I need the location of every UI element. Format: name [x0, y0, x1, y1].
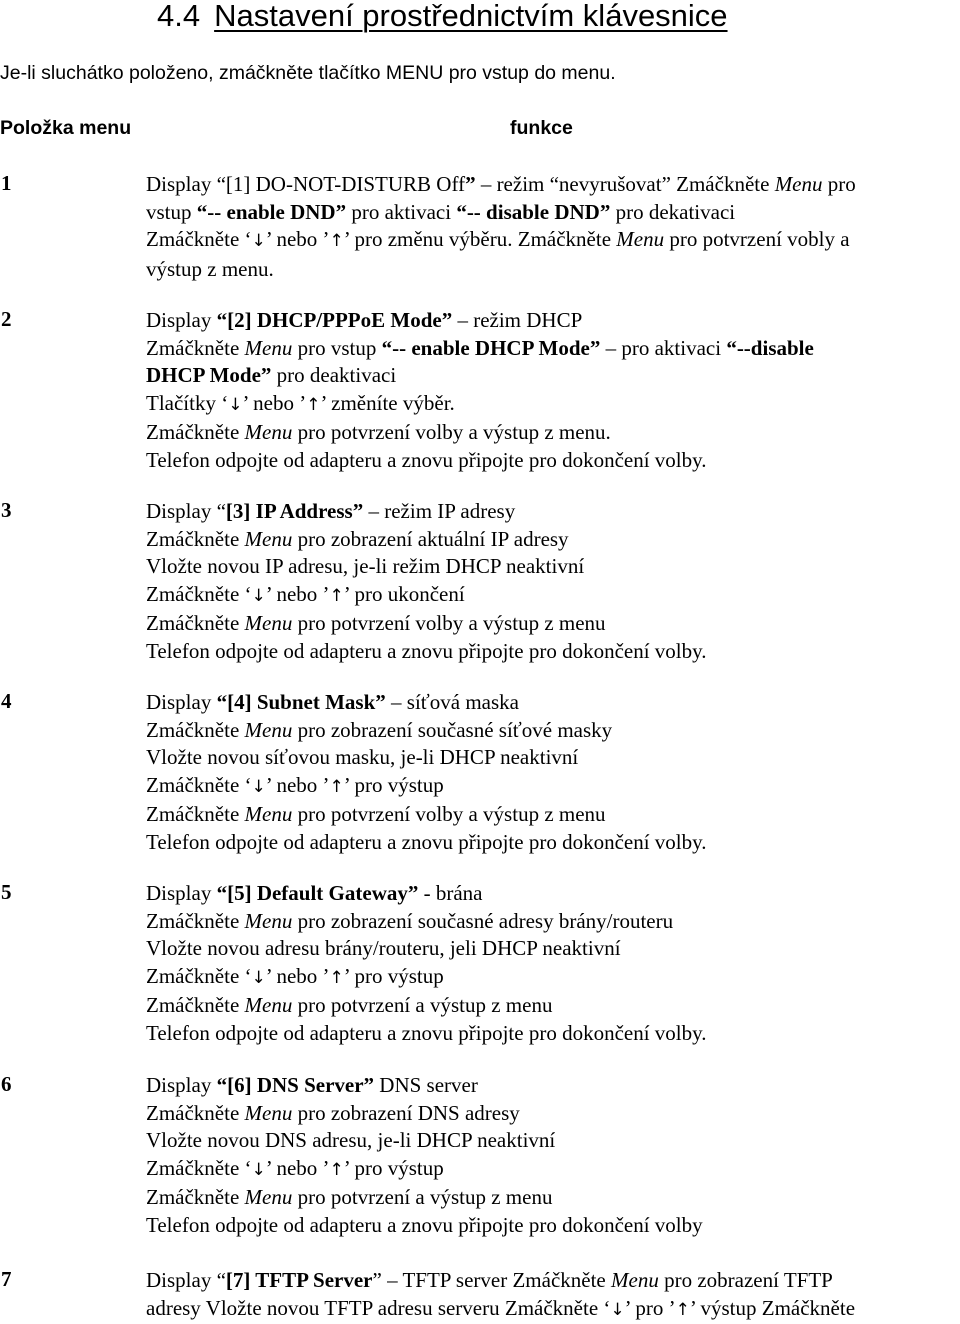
section-heading — [157, 0, 728, 34]
text-run: pro zobrazení aktuální IP adresy — [292, 527, 568, 551]
text-run: DNS server — [374, 1073, 478, 1097]
text-run: pro potvrzení volby a výstup z menu — [292, 802, 605, 826]
section-title: Nastavení prostřednictvím klávesnice — [214, 0, 727, 33]
arrow-down-icon: ↓ — [252, 231, 266, 251]
bold-text: [3] IP Address” — [226, 499, 363, 523]
bold-text: ” — [465, 172, 476, 196]
text-run: Display — [146, 308, 217, 332]
text-run: Display “ — [146, 1268, 226, 1292]
text-run: [1] DO-NOT-DISTURB Off — [226, 172, 465, 196]
text-run: pro zobrazení současné síťové masky — [292, 718, 612, 742]
description-line — [146, 772, 960, 802]
text-run: Zmáčkněte — [146, 336, 245, 360]
bold-text: “-- disable DND” — [456, 200, 610, 224]
text-run: ’ změníte výběr. — [320, 391, 454, 415]
menu-item-number: 1 — [1, 171, 12, 196]
text-run: pro zobrazení TFTP — [659, 1268, 833, 1292]
description-line — [146, 1155, 960, 1185]
text-run: ” – TFTP server Zmáčkněte — [373, 1268, 612, 1292]
key-name: Menu — [611, 1268, 659, 1292]
menu-item-number: 2 — [1, 307, 12, 332]
arrow-up-icon: ↑ — [330, 1160, 344, 1180]
description-line — [146, 1212, 960, 1240]
description-line — [146, 526, 960, 554]
menu-item-number: 7 — [1, 1267, 12, 1292]
description-line — [146, 1020, 960, 1048]
description-line — [146, 419, 960, 447]
description-line — [146, 1100, 960, 1128]
text-run: Telefon odpojte od adapteru a znovu připojte pro dokončení volby. — [146, 1021, 707, 1045]
key-name: Menu — [616, 227, 664, 251]
menu-item-description — [146, 498, 960, 665]
text-run: ’ pro výstup — [344, 1156, 444, 1180]
description-line — [146, 717, 960, 745]
description-line — [146, 908, 960, 936]
description-line — [146, 801, 960, 829]
key-name: Menu — [245, 611, 293, 635]
text-run: ’ pro ukončení — [344, 582, 465, 606]
text-run: pro potvrzení a výstup z menu — [292, 1185, 552, 1209]
text-run: Display — [146, 690, 217, 714]
text-run: – pro aktivaci — [600, 336, 726, 360]
description-line — [146, 553, 960, 581]
text-run: ’ nebo ’ — [242, 391, 306, 415]
text-run: Zmáčkněte ‘ — [146, 773, 252, 797]
text-run: Display — [146, 881, 217, 905]
arrow-up-icon: ↑ — [330, 231, 344, 251]
key-name: Menu — [245, 909, 293, 933]
text-run: pro zobrazení současné adresy brány/routeru — [292, 909, 673, 933]
description-line — [146, 171, 960, 199]
arrow-down-icon: ↓ — [228, 395, 242, 415]
description-line — [146, 1267, 960, 1295]
bold-text: “[4] Subnet Mask” — [217, 690, 386, 714]
text-run: – režim “nevyrušovat” Zmáčkněte — [476, 172, 775, 196]
description-line — [146, 744, 960, 772]
text-run: Display “ — [146, 172, 226, 196]
text-run: Zmáčkněte — [146, 909, 245, 933]
description-line — [146, 335, 960, 363]
key-name: Menu — [245, 993, 293, 1017]
description-line — [146, 498, 960, 526]
text-run: pro potvrzení vobly a — [664, 227, 849, 251]
text-run: – režim IP adresy — [363, 499, 515, 523]
arrow-up-icon: ↑ — [330, 777, 344, 797]
text-run: ’ nebo ’ — [266, 227, 330, 251]
text-run: – režim DHCP — [452, 308, 582, 332]
menu-item-description — [146, 689, 960, 856]
text-run: pro potvrzení a výstup z menu — [292, 993, 552, 1017]
text-run: Display — [146, 1073, 217, 1097]
description-line — [146, 199, 960, 227]
text-run: Zmáčkněte — [146, 1185, 245, 1209]
arrow-down-icon: ↓ — [252, 586, 266, 606]
description-line — [146, 362, 960, 390]
description-line — [146, 256, 960, 284]
text-run: Display “ — [146, 499, 226, 523]
bold-text: “-- enable DND” — [197, 200, 346, 224]
arrow-down-icon: ↓ — [252, 968, 266, 988]
text-run: pro vstup — [292, 336, 381, 360]
description-line — [146, 307, 960, 335]
text-run: ’ výstup Zmáčkněte — [690, 1296, 855, 1320]
key-name: Menu — [245, 420, 293, 444]
description-line — [146, 1295, 960, 1324]
menu-item-description — [146, 880, 960, 1047]
bold-text: DHCP Mode” — [146, 363, 271, 387]
description-line — [146, 610, 960, 638]
text-run: pro dekativaci — [610, 200, 735, 224]
menu-item-description — [146, 307, 960, 474]
text-run: - brána — [418, 881, 482, 905]
text-run: Telefon odpojte od adapteru a znovu připojte pro dokončení volby. — [146, 448, 707, 472]
text-run: Zmáčkněte ‘ — [146, 964, 252, 988]
menu-item-number: 4 — [1, 689, 12, 714]
text-run: ’ nebo ’ — [266, 582, 330, 606]
text-run: Zmáčkněte — [146, 993, 245, 1017]
text-run: pro deaktivaci — [271, 363, 396, 387]
text-run: Tlačítky ‘ — [146, 391, 228, 415]
menu-item-number: 6 — [1, 1072, 12, 1097]
menu-item-number: 3 — [1, 498, 12, 523]
text-run: ’ pro výstup — [344, 773, 444, 797]
text-run: výstup z menu. — [146, 257, 274, 281]
arrow-down-icon: ↓ — [610, 1300, 624, 1320]
text-run: Zmáčkněte ‘ — [146, 1156, 252, 1180]
text-run: pro potvrzení volby a výstup z menu. — [292, 420, 610, 444]
description-line — [146, 963, 960, 993]
arrow-up-icon: ↑ — [306, 395, 320, 415]
text-run: ’ nebo ’ — [266, 773, 330, 797]
key-name: Menu — [245, 1185, 293, 1209]
text-run: pro potvrzení volby a výstup z menu — [292, 611, 605, 635]
text-run: Zmáčkněte — [146, 527, 245, 551]
key-name: Menu — [245, 718, 293, 742]
text-run: Telefon odpojte od adapteru a znovu připojte pro dokončení volby — [146, 1213, 703, 1237]
text-run: Vložte novou DNS adresu, je-li DHCP neaktivní — [146, 1128, 555, 1152]
text-run: Zmáčkněte — [146, 420, 245, 444]
description-line — [146, 880, 960, 908]
description-line — [146, 447, 960, 475]
text-run: ’ pro výstup — [344, 964, 444, 988]
bold-text: “[6] DNS Server” — [217, 1073, 374, 1097]
text-run: Zmáčkněte ‘ — [146, 582, 252, 606]
bold-text: “--disable — [726, 336, 814, 360]
key-name: Menu — [245, 336, 293, 360]
text-run: Zmáčkněte — [146, 718, 245, 742]
text-run: Telefon odpojte od adapteru a znovu připojte pro dokončení volby. — [146, 830, 707, 854]
description-line — [146, 1184, 960, 1212]
text-run: ’ pro ’ — [625, 1296, 676, 1320]
text-run: ’ nebo ’ — [266, 1156, 330, 1180]
text-run: adresy Vložte novou TFTP adresu serveru Zmáčkněte ‘ — [146, 1296, 610, 1320]
key-name: Menu — [775, 172, 823, 196]
arrow-up-icon: ↑ — [330, 968, 344, 988]
text-run: Zmáčkněte — [146, 611, 245, 635]
text-run: Telefon odpojte od adapteru a znovu připojte pro dokončení volby. — [146, 639, 707, 663]
arrow-up-icon: ↑ — [330, 586, 344, 606]
description-line — [146, 689, 960, 717]
text-run: Vložte novou IP adresu, je-li režim DHCP neaktivní — [146, 554, 584, 578]
arrow-down-icon: ↓ — [252, 777, 266, 797]
text-run: Vložte novou adresu brány/routeru, jeli DHCP neaktivní — [146, 936, 621, 960]
menu-item-description — [146, 1072, 960, 1239]
description-line — [146, 935, 960, 963]
description-line — [146, 581, 960, 611]
intro-text: Je-li sluchátko položeno, zmáčkněte tlačítko MENU pro vstup do menu. — [0, 62, 616, 85]
text-run: Zmáčkněte — [146, 802, 245, 826]
description-line — [146, 992, 960, 1020]
menu-item-description — [146, 1267, 960, 1324]
text-run: Zmáčkněte — [146, 1101, 245, 1125]
text-run: Vložte novou síťovou masku, je-li DHCP neaktivní — [146, 745, 578, 769]
column-header-function: funkce — [510, 117, 573, 140]
description-line — [146, 638, 960, 666]
description-line — [146, 226, 960, 256]
text-run: pro — [823, 172, 856, 196]
text-run: ’ nebo ’ — [266, 964, 330, 988]
key-name: Menu — [245, 1101, 293, 1125]
arrow-up-icon: ↑ — [676, 1300, 690, 1320]
key-name: Menu — [245, 527, 293, 551]
column-header-item: Položka menu — [0, 117, 131, 140]
description-line — [146, 1127, 960, 1155]
bold-text: “-- enable DHCP Mode” — [382, 336, 601, 360]
text-run: pro aktivaci — [346, 200, 456, 224]
menu-item-number: 5 — [1, 880, 12, 905]
bold-text: “[2] DHCP/PPPoE Mode” — [217, 308, 453, 332]
description-line — [146, 829, 960, 857]
text-run: Zmáčkněte ‘ — [146, 227, 252, 251]
arrow-down-icon: ↓ — [252, 1160, 266, 1180]
menu-item-description — [146, 171, 960, 283]
bold-text: [7] TFTP Server — [226, 1268, 373, 1292]
bold-text: “[5] Default Gateway” — [217, 881, 419, 905]
key-name: Menu — [245, 802, 293, 826]
section-number: 4.4 — [157, 0, 200, 33]
text-run: ’ pro změnu výběru. Zmáčkněte — [344, 227, 617, 251]
description-line — [146, 390, 960, 420]
description-line — [146, 1072, 960, 1100]
text-run: pro zobrazení DNS adresy — [292, 1101, 519, 1125]
text-run: – síťová maska — [386, 690, 519, 714]
text-run: vstup — [146, 200, 197, 224]
